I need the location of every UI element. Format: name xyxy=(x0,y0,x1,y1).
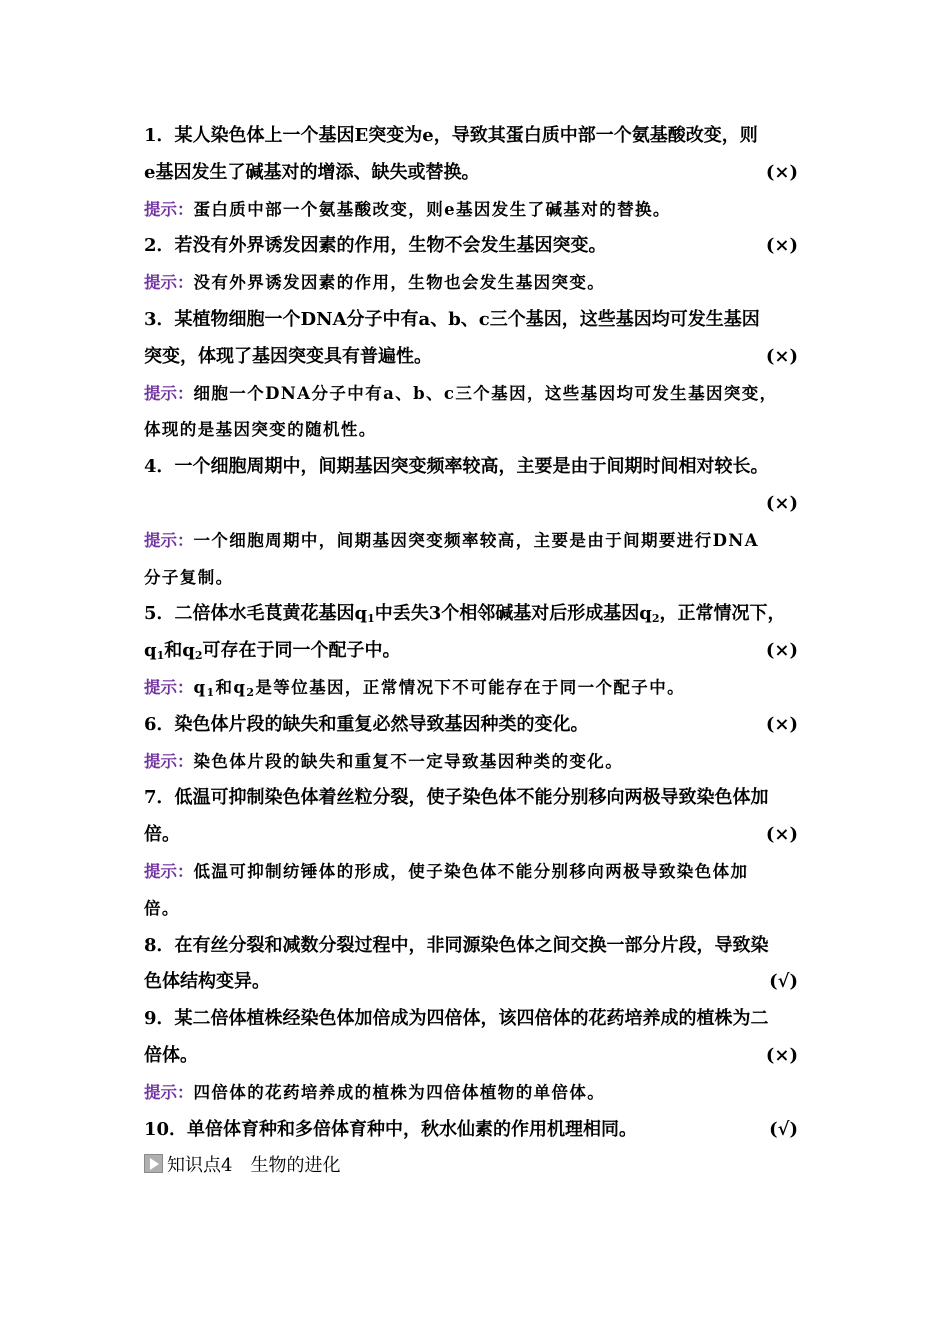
hint-text: q xyxy=(193,677,207,697)
answer-mark: (×) xyxy=(765,235,798,257)
hint-text: 一个细胞周期中，间期基因突变频率较高，主要是由于间期要进行DNA xyxy=(193,530,759,550)
answer-mark: (×) xyxy=(765,492,798,514)
item-1-text: 1．某人染色体上一个基因E突变为e，导致其蛋白质中部一个氨基酸改变，则 xyxy=(144,125,758,146)
hint-3-cont xyxy=(144,412,818,449)
hint-label: 提示： xyxy=(144,751,194,771)
hint-text-cont: 倍。 xyxy=(144,898,180,918)
item-3-text-cont: 突变，体现了基因突变具有普遍性。 xyxy=(144,345,432,367)
item-8-text: 8．在有丝分裂和减数分裂过程中，非同源染色体之间交换一部分片段，导致染 xyxy=(144,934,769,956)
item-9-line-1 xyxy=(144,1001,818,1038)
item-5-text-cont: 可存在于同一个配子中。 xyxy=(202,640,401,662)
subscript: 1 xyxy=(156,649,165,663)
section-label: 知识点4 xyxy=(167,1155,233,1177)
answer-mark: (×) xyxy=(765,161,798,183)
hint-label: 提示： xyxy=(144,273,194,293)
item-8-text-cont: 色体结构变异。 xyxy=(144,971,270,993)
hint-7-cont xyxy=(144,891,818,928)
item-3-text: 3．某植物细胞一个DNA分子中有a、b、c三个基因，这些基因均可发生基因 xyxy=(144,308,760,330)
hint-text: 低温可抑制纺锤体的形成，使子染色体不能分别移向两极导致染色体加 xyxy=(193,861,749,881)
item-5-text-cont: 和q xyxy=(164,640,195,662)
item-6-line-1 xyxy=(144,707,818,744)
hint-label: 提示： xyxy=(144,677,194,697)
hint-7 xyxy=(144,854,818,891)
item-5-text-cont: q xyxy=(144,640,157,662)
hint-1 xyxy=(144,192,818,229)
item-8-line-2 xyxy=(144,964,818,1001)
answer-mark: (×) xyxy=(765,713,798,735)
item-9-text-cont: 倍体。 xyxy=(144,1044,198,1066)
item-4-text: 4．一个细胞周期中，间期基因突变频率较高，主要是由于间期时间相对较长。 xyxy=(144,456,769,478)
hint-text: 染色体片段的缺失和重复不一定导致基因种类的变化。 xyxy=(193,751,624,771)
subscript: 2 xyxy=(651,612,660,626)
item-3-line-1 xyxy=(144,302,818,339)
hint-6 xyxy=(144,744,818,781)
hint-text: 是等位基因，正常情况下不可能存在于同一个配子中。 xyxy=(255,677,686,697)
hint-label: 提示： xyxy=(144,861,194,881)
item-5-text: 5．二倍体水毛茛黄花基因q xyxy=(144,603,368,625)
hint-9 xyxy=(144,1075,818,1112)
item-8-line-1 xyxy=(144,928,818,965)
hint-text-cont: 体现的是基因突变的随机性。 xyxy=(144,420,377,440)
hint-label: 提示： xyxy=(144,530,194,550)
hint-label: 提示： xyxy=(144,1082,194,1102)
item-5-text: 中丢失3个相邻碱基对后形成基因q xyxy=(374,603,652,625)
item-9-text: 9．某二倍体植株经染色体加倍成为四倍体，该四倍体的花药培养成的植株为二 xyxy=(144,1008,769,1030)
subscript: 2 xyxy=(246,685,256,699)
play-icon xyxy=(144,1154,163,1173)
hint-3 xyxy=(144,376,818,413)
answer-mark: (×) xyxy=(765,345,798,367)
item-4-line-2 xyxy=(144,486,818,523)
hint-text: 和q xyxy=(215,677,247,697)
hint-label: 提示： xyxy=(144,383,194,403)
item-7-text-cont: 倍。 xyxy=(144,824,180,846)
item-5-text: ，正常情况下， xyxy=(659,603,786,625)
hint-label: 提示： xyxy=(144,199,194,219)
hint-text: 四倍体的花药培养成的植株为四倍体植物的单倍体。 xyxy=(193,1082,606,1102)
hint-2 xyxy=(144,265,818,302)
hint-4-cont xyxy=(144,560,818,597)
hint-4 xyxy=(144,523,818,560)
item-10-text: 10．单倍体育种和多倍体育种中，秋水仙素的作用机理相同。 xyxy=(144,1118,638,1140)
answer-mark: (√) xyxy=(769,971,798,993)
hint-text: 没有外界诱发因素的作用，生物也会发生基因突变。 xyxy=(193,273,606,293)
section-heading xyxy=(144,1148,818,1184)
hint-text: 细胞一个DNA分子中有a、b、c三个基因，这些基因均可发生基因突变， xyxy=(193,383,778,403)
subscript: 1 xyxy=(367,612,375,626)
item-9-line-2 xyxy=(144,1038,818,1075)
item-6-text: 6．染色体片段的缺失和重复必然导致基因种类的变化。 xyxy=(144,713,589,735)
item-1-text-cont: e基因发生了碱基对的增添、缺失或替换。 xyxy=(144,161,480,183)
subscript: 1 xyxy=(206,685,216,699)
document-page xyxy=(144,118,818,1184)
hint-text: 蛋白质中部一个氨基酸改变，则e基因发生了碱基对的替换。 xyxy=(193,199,671,219)
item-2-line-1 xyxy=(144,228,818,265)
hint-5 xyxy=(144,670,818,707)
answer-mark: (√) xyxy=(769,1118,798,1140)
item-10-line-1 xyxy=(144,1112,818,1149)
item-1-line-2 xyxy=(144,155,818,192)
answer-mark: (×) xyxy=(765,640,798,662)
subscript: 2 xyxy=(194,649,203,663)
item-5-line-2 xyxy=(144,633,818,670)
item-1-line-1 xyxy=(144,118,818,155)
item-3-line-2 xyxy=(144,339,818,376)
answer-mark: (×) xyxy=(765,1044,798,1066)
hint-text-cont: 分子复制。 xyxy=(144,567,234,587)
item-7-line-1 xyxy=(144,780,818,817)
item-2-text: 2．若没有外界诱发因素的作用，生物不会发生基因突变。 xyxy=(144,235,607,257)
item-7-text: 7．低温可抑制染色体着丝粒分裂，使子染色体不能分别移向两极导致染色体加 xyxy=(144,787,769,809)
item-7-line-2 xyxy=(144,817,818,854)
item-4-line-1 xyxy=(144,449,818,486)
item-5-line-1 xyxy=(144,596,818,633)
section-title: 生物的进化 xyxy=(250,1155,341,1177)
answer-mark: (×) xyxy=(765,824,798,846)
